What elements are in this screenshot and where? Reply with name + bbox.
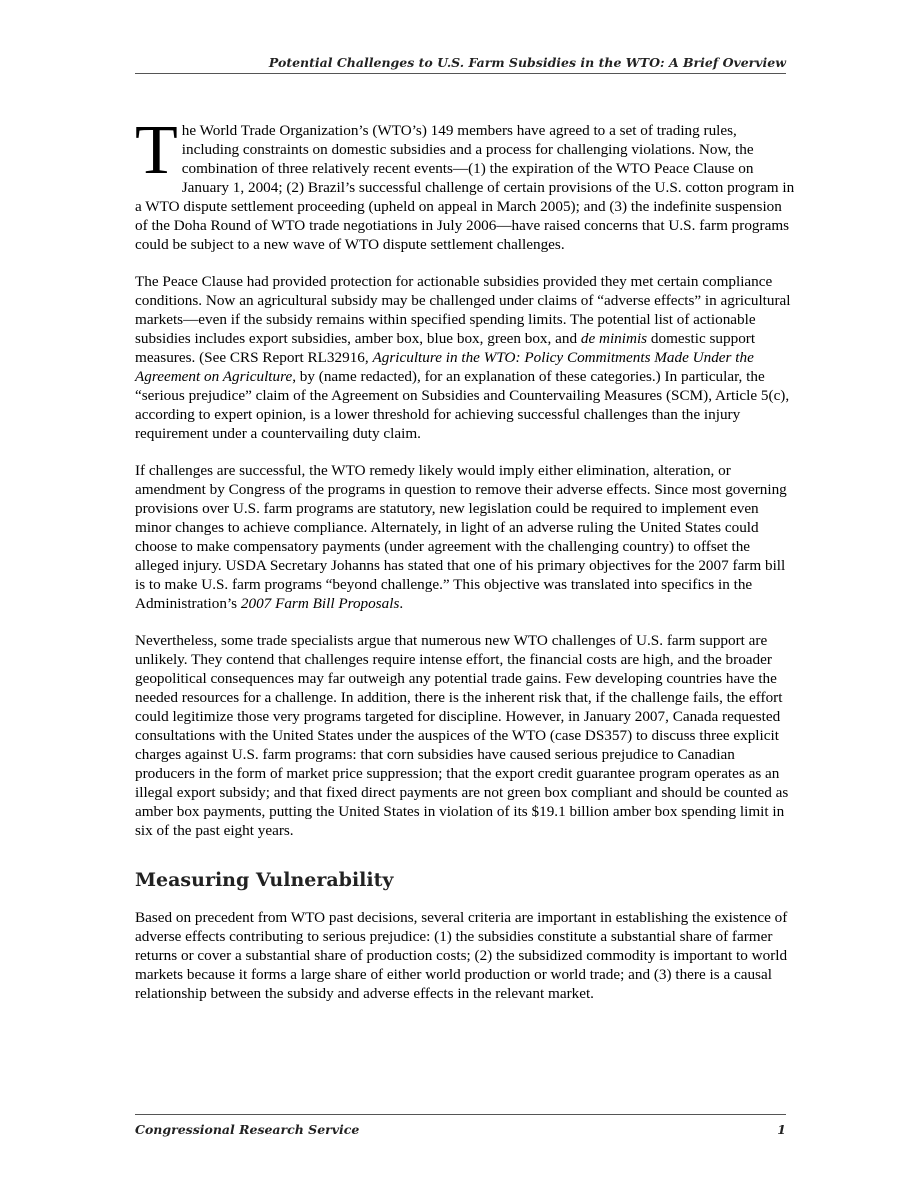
footer-source: Congressional Research Service [135, 1122, 360, 1137]
drop-cap: T [135, 112, 178, 189]
section-heading: Measuring Vulnerability [135, 869, 394, 891]
paragraph-remedy-part1: If challenges are successful, the WTO remedy likely would imply either elimination, alteration, or amendment by Congress of the programs in question to remove their adverse effects. Since most governing provisions over U.S. farm programs are statutory, new legislation could be required to implement even minor changes to achieve compliance. Alternately, in light of an adverse ruling the United States could choose to make compensatory payments (under agreement with the challenging country) to offset the alleged injury. USDA Secretary Johanns has stated that one of his primary objectives for the 2007 farm bill is to make U.S. farm programs “beyond challenge.” This objective was translated into specifics in the Administration’s [135, 462, 787, 612]
paragraph-remedy-part2: . [399, 595, 404, 612]
running-header: Potential Challenges to U.S. Farm Subsidies in the WTO: A Brief Overview [268, 55, 786, 70]
paragraph-remedy [135, 461, 795, 613]
farm-bill-proposals-title: 2007 Farm Bill Proposals [240, 595, 400, 612]
paragraph-nevertheless: Nevertheless, some trade specialists argue that numerous new WTO challenges of U.S. farm support are unlikely. They contend that challenges require intense effort, the financial costs are high, and the broader geopolitical consequences may far outweigh any potential trade gains. Few developing countries have the needed resources for a challenge. In addition, there is the inherent risk that, if the challenge fails, the effort could legitimize those very programs targeted for discipline. However, in January 2007, Canada requested consultations with the United States under the auspices of the WTO (case DS357) to discuss three explicit charges against U.S. farm programs: that corn subsidies have caused serious prejudice to Canadian producers in the form of market price suppression; that the export credit guarantee program operates as an illegal export subsidy; and that fixed direct payments are not green box compliant and should be counted as amber box payments, putting the United States in violation of its $19.1 billion amber box spending limit in six of the past eight years. [135, 632, 789, 839]
paragraph-precedent: Based on precedent from WTO past decisions, several criteria are important in establishing the existence of adverse effects contributing to serious prejudice: (1) the subsidies constitute a substantial share of farmer returns or cover a substantial share of production costs; (2) the subsidized commodity is important to world markets because it forms a large share of either world production or world trade; and (3) there is a causal relationship between the subsidy and adverse effects in the relevant market. [135, 909, 788, 1002]
report-title-reference: Agriculture in the WTO: Policy Commitments Made Under the Agreement on Agriculture [135, 349, 754, 385]
paragraph-intro [135, 112, 795, 254]
paragraph-peace-clause [135, 272, 795, 443]
page-number: 1 [777, 1122, 786, 1137]
body-text [135, 112, 795, 1021]
paragraph-peace-clause-part3: , by (name redacted), for an explanation of these categories.) In particular, the “serious prejudice” claim of the Agreement on Subsidies and Countervailing Measures (SCM), Article 5(c), according to expert opinion, is a lower threshold for achieving successful challenges than the injury requirement under a countervailing duty claim. [135, 368, 790, 442]
paragraph-peace-clause-italic1: de minimis [580, 330, 648, 347]
paragraph-intro-text: he World Trade Organization’s (WTO’s) 149 members have agreed to a set of trading rules, including constraints on domestic subsidies and a process for challenging violations. Now, the combination of three relatively recent events—(1) the expiration of the WTO Peace Clause on January 1, 2004; (2) Brazil’s successful challenge of certain provisions of the U.S. cotton program in a WTO dispute settlement proceeding (upheld on appeal in March 2005); and (3) the indefinite suspension of the Doha Round of WTO trade negotiations in July 2006—have raised concerns that U.S. farm programs could be subject to a new wave of WTO dispute settlement challenges. [135, 122, 795, 253]
paragraph-peace-clause-part2: domestic support measures. (See CRS Report RL32916, [135, 330, 756, 366]
footer-rule [135, 1114, 786, 1115]
header-rule [135, 73, 786, 74]
paragraph-peace-clause-part1: The Peace Clause had provided protection for actionable subsidies provided they met certain compliance conditions. Now an agricultural subsidy may be challenged under claims of “adverse effects” in agricultural markets—even if the subsidy remains within specified spending limits. The potential list of actionable subsidies includes export subsidies, amber box, blue box, green box, and [135, 273, 791, 347]
